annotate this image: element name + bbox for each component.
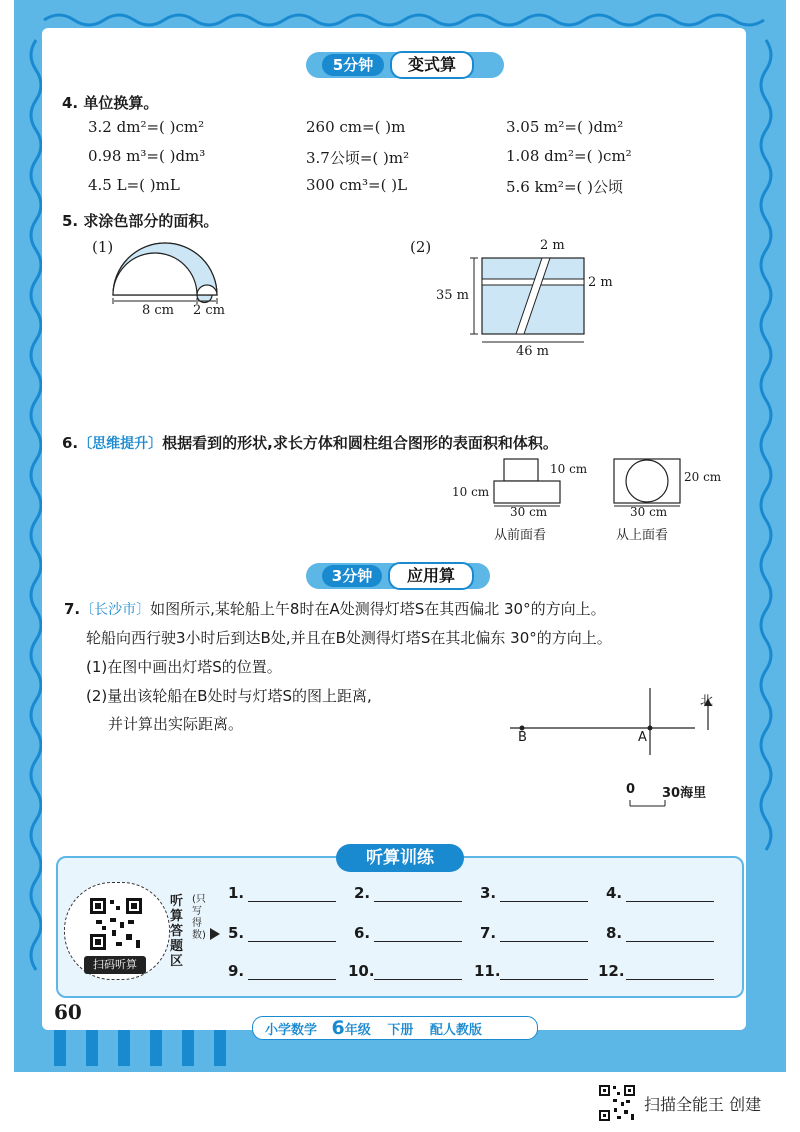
road-rectangle-figure [460, 250, 600, 350]
q4-item: 260 cm=( )m [306, 118, 406, 136]
fig1-dim-b: 2 cm [193, 303, 226, 318]
section-time: 3分钟 [322, 565, 382, 587]
answer-num: 12. [598, 962, 625, 980]
top-caption: 从上面看 [616, 528, 669, 543]
section-title: 变式算 [390, 51, 474, 79]
watermark-qr-icon [598, 1084, 636, 1122]
answer-num: 9. [228, 962, 245, 980]
answer-blank[interactable] [500, 941, 588, 942]
q4-item: 0.98 m³=( )dm³ [88, 147, 206, 165]
section-time: 5分钟 [322, 54, 384, 76]
q4-item: 5.6 km²=( )公顷 [506, 178, 623, 196]
q6-tag: 〔思维提升〕 [78, 436, 163, 452]
footer-term: 下册 [387, 1023, 414, 1038]
answer-blank[interactable] [374, 901, 462, 902]
footer-subject: 小学数学 [265, 1023, 318, 1038]
q4-item: 3.05 m²=( )dm² [506, 118, 624, 136]
answer-num: 11. [474, 962, 501, 980]
answer-blank[interactable] [626, 941, 714, 942]
answer-area-label: 听算答题区 [170, 894, 184, 969]
answer-num: 4. [606, 884, 623, 902]
scale-zero: 0 [626, 782, 636, 797]
qr-code-icon[interactable] [88, 896, 144, 952]
q6-num: 6. [62, 434, 79, 452]
front-h1: 10 cm [550, 462, 588, 476]
q4-heading: 4. 单位换算。 [62, 94, 159, 112]
answer-blank[interactable] [500, 901, 588, 902]
listening-title: 听算训练 [336, 844, 464, 872]
fig2-top: 2 m [540, 238, 565, 253]
q5-heading: 5. 求涂色部分的面积。 [62, 212, 219, 230]
answer-num: 1. [228, 884, 245, 902]
answer-blank[interactable] [500, 979, 588, 980]
qr-label: 扫码听算 [84, 956, 146, 974]
fig2-bottom: 46 m [516, 344, 550, 359]
answer-blank[interactable] [248, 979, 336, 980]
footer-banner [252, 1016, 538, 1040]
q4-item: 3.7公顷=( )m² [306, 149, 410, 167]
scale-label: 30海里 [662, 786, 707, 801]
q6-text: 根据看到的形状,求长方体和圆柱组合图形的表面积和体积。 [162, 434, 558, 452]
fig2-label: (2) [410, 238, 432, 256]
answer-num: 2. [354, 884, 371, 902]
answer-blank[interactable] [626, 979, 714, 980]
footer-grade: 6 [331, 1017, 345, 1039]
answer-num: 3. [480, 884, 497, 902]
fig1-dim-a: 8 cm [142, 303, 175, 318]
front-width: 30 cm [510, 505, 548, 519]
point-a-label: A [638, 730, 647, 745]
answer-num: 7. [480, 924, 497, 942]
q7-num: 7. [64, 600, 81, 618]
answer-blank[interactable] [374, 941, 462, 942]
q7-sub2b: 并计算出实际距离。 [108, 715, 244, 733]
answer-num: 6. [354, 924, 371, 942]
footer-edition: 配人教版 [429, 1023, 482, 1038]
q4-item: 300 cm³=( )L [306, 176, 408, 194]
q7-tag: 〔长沙市〕 [80, 602, 151, 618]
answer-num: 8. [606, 924, 623, 942]
q7-line2: 轮船向西行驶3小时后到达B处,并且在B处测得灯塔S在其北偏东 30°的方向上。 [86, 629, 612, 647]
top-width: 30 cm [630, 505, 668, 519]
north-label: 北 [700, 694, 714, 709]
top-view-figure [610, 455, 685, 510]
answer-num: 5. [228, 924, 245, 942]
front-h2: 10 cm [452, 485, 490, 499]
top-height: 20 cm [684, 470, 722, 484]
play-arrow-icon [209, 927, 221, 941]
point-b-label: B [518, 730, 527, 745]
front-caption: 从前面看 [494, 528, 547, 543]
answer-blank[interactable] [248, 941, 336, 942]
footer-grade-unit: 年级 [344, 1023, 371, 1038]
q7-sub2a: (2)量出该轮船在B处时与灯塔S的图上距离, [86, 687, 372, 705]
answer-area-note: (只写得数) [192, 894, 206, 941]
q7-sub1: (1)在图中画出灯塔S的位置。 [86, 658, 282, 676]
q4-item: 1.08 dm²=( )cm² [506, 147, 632, 165]
answer-blank[interactable] [374, 979, 462, 980]
q4-item: 4.5 L=( )mL [88, 176, 180, 194]
page-number: 60 [54, 1000, 82, 1024]
fig1-label: (1) [92, 238, 114, 256]
q7-line1: 如图所示,某轮船上午8时在A处测得灯塔S在其西偏北 30°的方向上。 [150, 600, 606, 618]
watermark-text: 扫描全能王 创建 [644, 1095, 762, 1114]
answer-blank[interactable] [626, 901, 714, 902]
section-title: 应用算 [388, 562, 474, 590]
answer-num: 10. [348, 962, 375, 980]
fig2-right: 2 m [588, 275, 613, 290]
q4-item: 3.2 dm²=( )cm² [88, 118, 205, 136]
fig2-left: 35 m [436, 288, 470, 303]
answer-blank[interactable] [248, 901, 336, 902]
